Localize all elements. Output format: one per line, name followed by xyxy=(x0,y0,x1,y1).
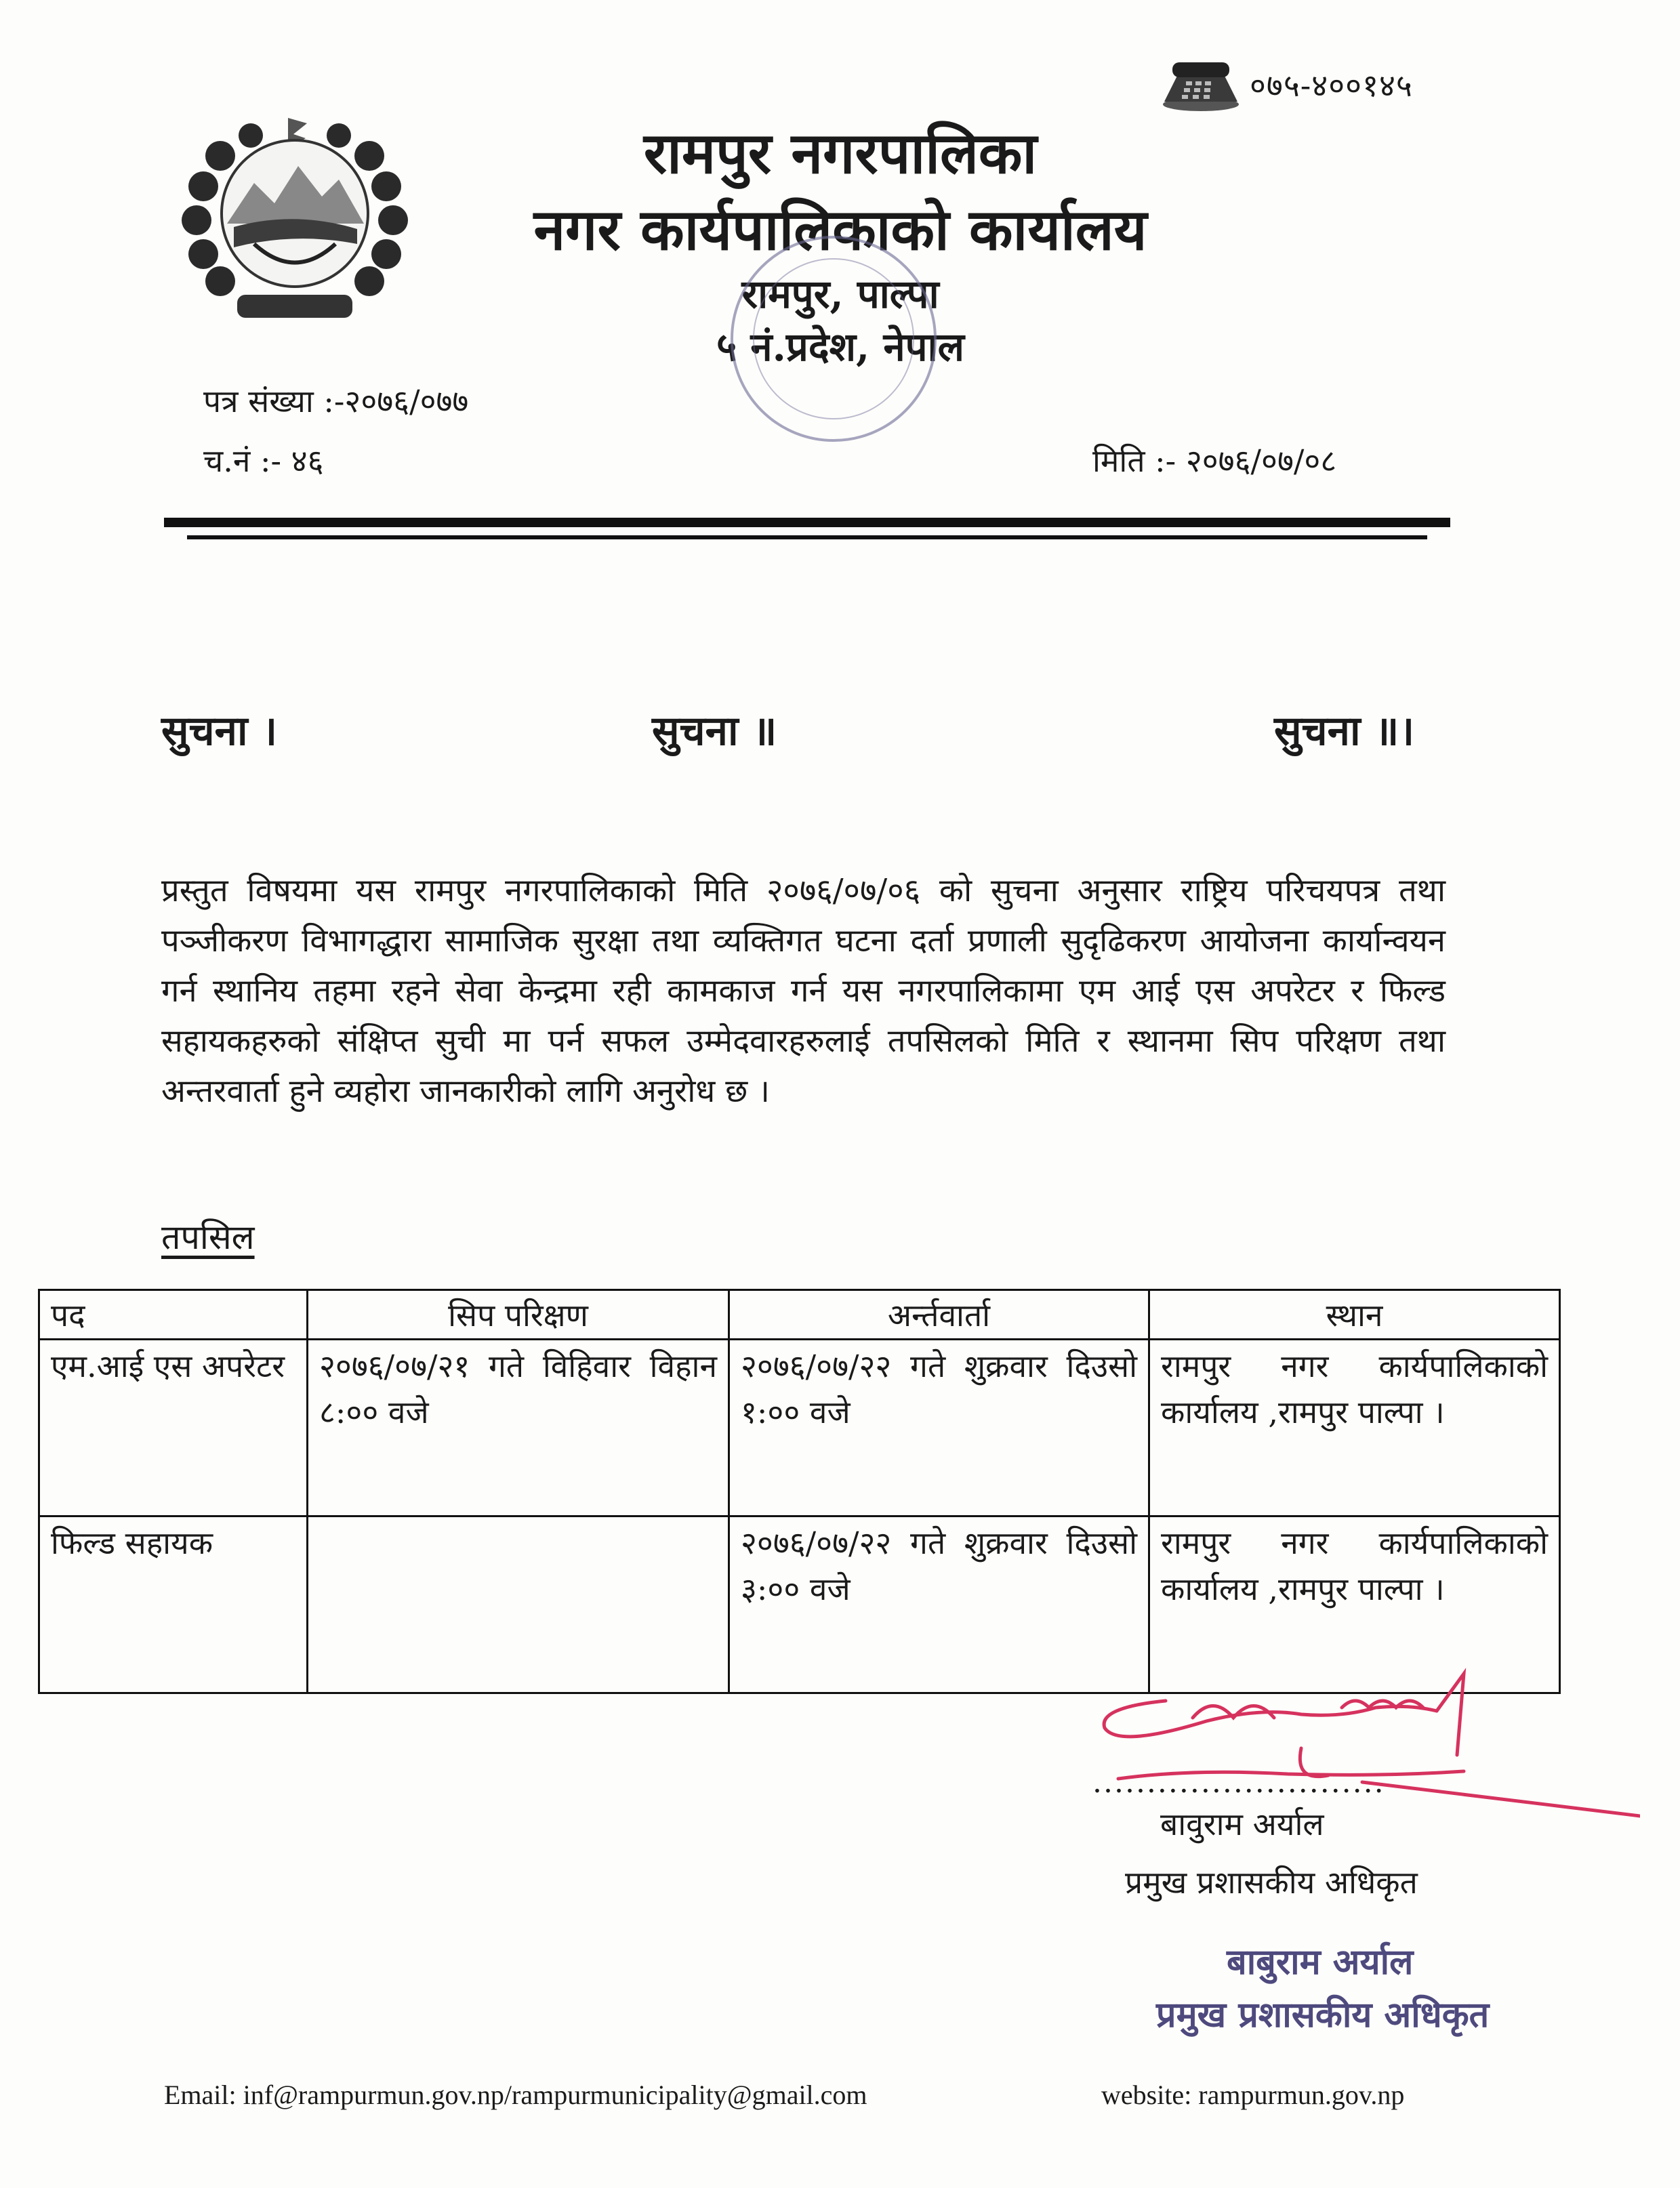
cell-venue: रामपुर नगर कार्यपालिकाको कार्यालय ,रामपुर पाल्पा । xyxy=(1149,1340,1560,1516)
cell-venue: रामपुर नगर कार्यपालिकाको कार्यालय ,रामपुर पाल्पा । xyxy=(1149,1516,1560,1693)
office-name: रामपुर नगरपालिका xyxy=(643,119,1038,186)
cell-skill-test xyxy=(308,1516,729,1693)
phone-number: ०७५-४००१४५ xyxy=(1250,67,1413,104)
office-subtitle: नगर कार्यपालिकाको कार्यालय xyxy=(533,196,1147,263)
reference-number: पत्र संख्या :-२०७६/०७७ xyxy=(203,383,469,419)
signatory-name: बावुराम अर्याल xyxy=(1160,1806,1324,1842)
cell-post: फिल्ड सहायक xyxy=(39,1516,308,1693)
schedule-heading: तपसिल xyxy=(161,1218,255,1257)
signature-dots: ........................... xyxy=(1092,1765,1385,1800)
notice-heading-right: सुचना ॥। xyxy=(1274,707,1415,755)
phone-contact xyxy=(1160,57,1413,112)
title-stamp: प्रमुख प्रशासकीय अधिकृत xyxy=(1156,1994,1490,2036)
cell-skill-test: २०७६/०७/२१ गते विहिवार विहान ८:०० वजे xyxy=(308,1340,729,1516)
telephone-icon xyxy=(1160,57,1242,112)
cell-interview: २०७६/०७/२२ गते शुक्रवार दिउसो ३:०० वजे xyxy=(729,1516,1149,1693)
header-divider-thick xyxy=(164,518,1450,527)
office-address: रामपुर, पाल्पा xyxy=(741,271,939,317)
footer-email: Email: inf@rampurmun.gov.np/rampurmunicipality@gmail.com xyxy=(164,2080,867,2110)
notice-body: प्रस्तुत विषयमा यस रामपुर नगरपालिकाको मिति २०७६/०७/०६ को सुचना अनुसार राष्ट्रिय परिचयपत्र तथा पञ्जीकरण विभागद्धारा सामाजिक सुरक्षा तथा व्यक्तिगत घटना दर्ता प्रणाली सुदृढिकरण आयोजना कार्यान्वयन गर्न स्थानिय तहमा रहने सेवा केन्द्रमा रही कामकाज गर्न यस नगरपालिकामा एम आई एस अपरेटर र फिल्ड सहायकहरुको संक्षिप्त सुची मा पर्न सफल उम्मेदवारहरुलाई तपसिलको मिति र स्थानमा सिप परिक्षण तथा अन्तरवार्ता हुने व्यहोरा जानकारीको लागि अनुरोध छ । xyxy=(161,872,1446,1110)
table-header-row xyxy=(39,1290,1560,1340)
cell-post: एम.आई एस अपरेटर xyxy=(39,1340,308,1516)
header-post: पद xyxy=(39,1290,308,1340)
notice-heading-center: सुचना ॥ xyxy=(652,707,777,755)
handwritten-signature xyxy=(1057,1653,1640,1830)
signatory-title: प्रमुख प्रशासकीय अधिकृत xyxy=(1125,1864,1418,1901)
office-province: ५ नं.प्रदेश, नेपाल xyxy=(716,324,964,370)
letter-date: मिति :- २०७६/०७/०८ xyxy=(1092,442,1337,479)
table-row xyxy=(39,1340,1560,1516)
cell-interview: २०७६/०७/२२ गते शुक्रवार दिउसो १:०० वजे xyxy=(729,1340,1149,1516)
footer-website: website: rampurmun.gov.np xyxy=(1101,2080,1405,2110)
header-interview: अर्न्तवार्ता xyxy=(729,1290,1149,1340)
header-skill-test: सिप परिक्षण xyxy=(308,1290,729,1340)
chalan-number: च.नं :- ४६ xyxy=(203,442,324,479)
government-emblem-icon xyxy=(173,108,417,332)
name-stamp: बाबुराम अर्याल xyxy=(1227,1941,1414,1983)
schedule-table xyxy=(38,1289,1561,1694)
header-divider-thin xyxy=(187,535,1427,539)
notice-heading-left: सुचना । xyxy=(161,707,278,755)
office-seal-stamp xyxy=(691,224,976,468)
header-venue: स्थान xyxy=(1149,1290,1560,1340)
